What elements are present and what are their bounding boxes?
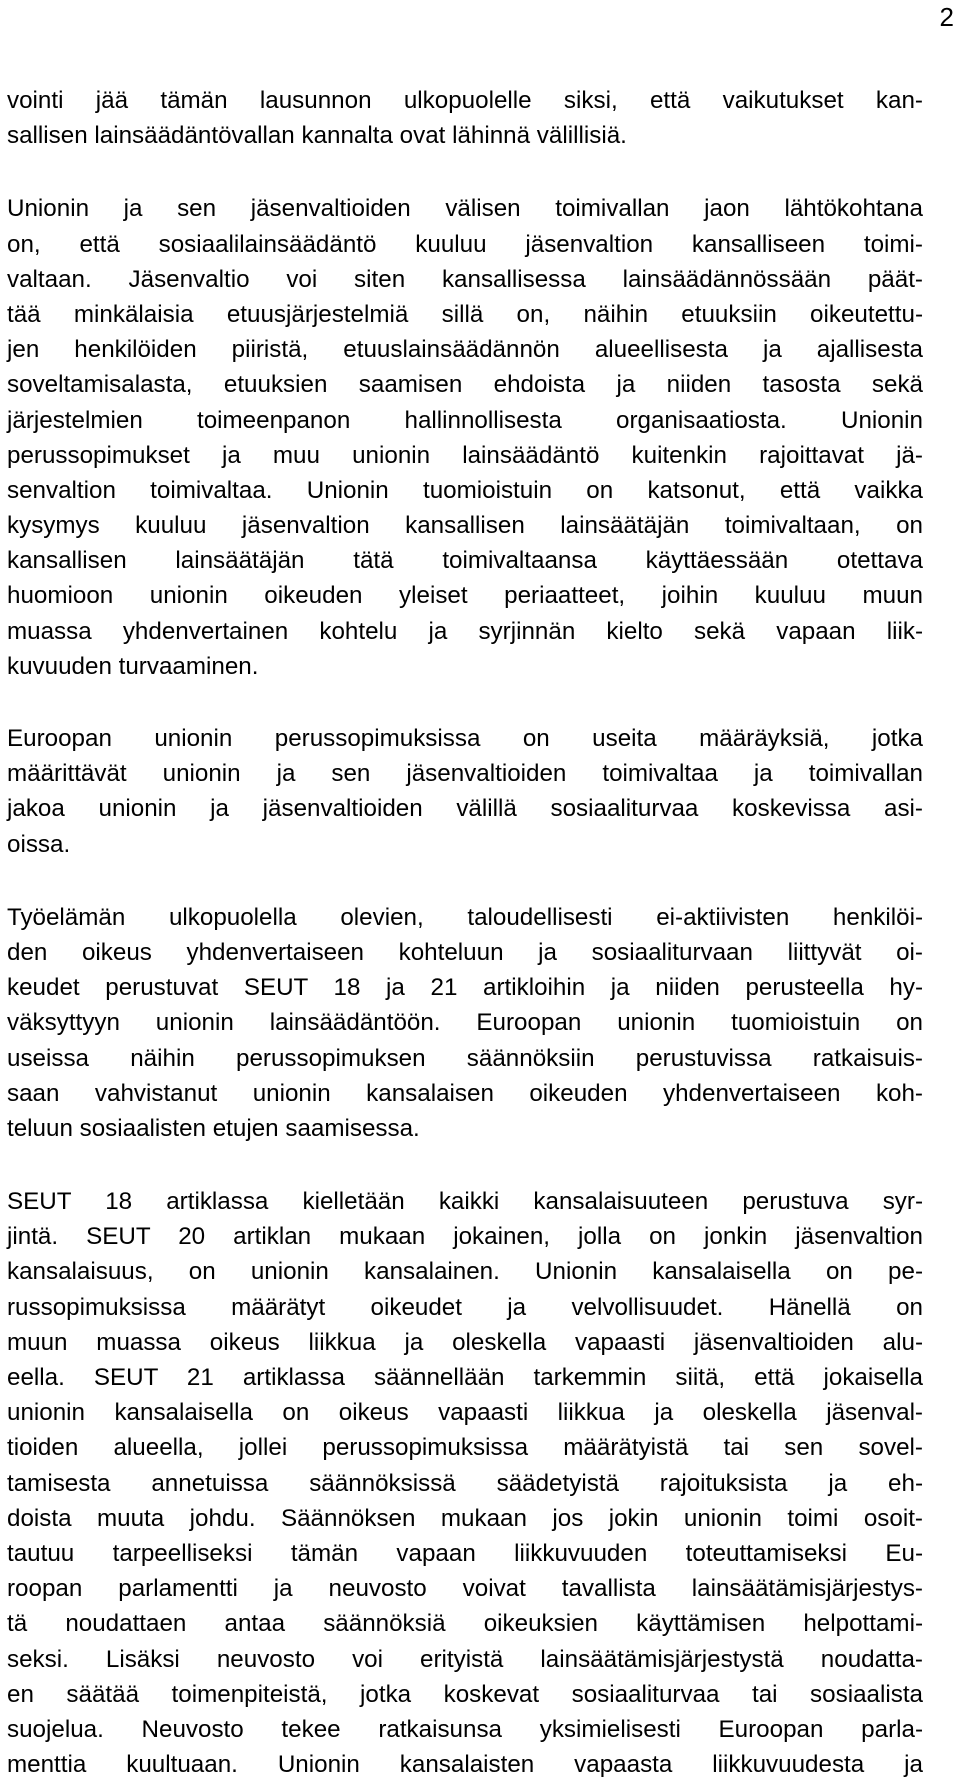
text-line: tioiden alueella, jollei perussopimuksissa määrätyistä tai sen sovel- bbox=[7, 1434, 923, 1462]
text-line: suojelua. Neuvosto tekee ratkaisunsa yksimielisesti Euroopan parla- bbox=[7, 1715, 923, 1743]
text-line: saan vahvistanut unionin kansalaisen oikeuden yhdenvertaiseen koh- bbox=[7, 1079, 923, 1107]
text-line: en säätää toimenpiteistä, jotka koskevat sosiaaliturvaa tai sosiaalista bbox=[7, 1680, 923, 1708]
text-line: doista muuta johdu. Säännöksen mukaan jos jokin unionin toimi osoit- bbox=[7, 1504, 923, 1532]
text-line: keudet perustuvat SEUT 18 ja 21 artikloihin ja niiden perusteella hy- bbox=[7, 974, 923, 1002]
text-line: jintä. SEUT 20 artiklan mukaan jokainen, jolla on jonkin jäsenvaltion bbox=[7, 1223, 923, 1251]
text-line: kansallisen lainsäätäjän tätä toimivaltaansa käyttäessään otettava bbox=[7, 547, 923, 575]
text-line: senvaltion toimivaltaa. Unionin tuomioistuin on katsonut, että vaikka bbox=[7, 476, 923, 504]
text-line: Unionin ja sen jäsenvaltioiden välisen toimivallan jaon lähtökohtana bbox=[7, 195, 923, 223]
text-line: roopan parlamentti ja neuvosto voivat tavallista lainsäätämisjärjestys- bbox=[7, 1575, 923, 1603]
text-line: oissa. bbox=[7, 830, 71, 858]
text-line: väksyttyyn unionin lainsäädäntöön. Euroopan unionin tuomioistuin on bbox=[7, 1009, 923, 1037]
text-line: unionin kansalaisella on oikeus vapaasti liikkua ja oleskella jäsenval- bbox=[7, 1399, 923, 1427]
text-line: Työelämän ulkopuolella olevien, taloudellisesti ei-aktiivisten henkilöi- bbox=[7, 903, 923, 931]
page-number: 2 bbox=[939, 2, 954, 32]
text-line: valtaan. Jäsenvaltio voi siten kansallisessa lainsäädännössään päät- bbox=[7, 265, 923, 293]
text-line: tä noudattaen antaa säännöksiä oikeuksien käyttämisen helpottami- bbox=[7, 1610, 923, 1638]
text-line: muassa yhdenvertainen kohtelu ja syrjinnän kielto sekä vapaan liik- bbox=[7, 617, 923, 645]
text-line: Euroopan unionin perussopimuksissa on useita määräyksiä, jotka bbox=[7, 725, 923, 752]
text-line: on, että sosiaalilainsäädäntö kuuluu jäsenvaltion kansalliseen toimi- bbox=[7, 230, 923, 258]
paragraph-3 bbox=[7, 721, 923, 862]
text-line: kysymys kuuluu jäsenvaltion kansallisen lainsäätäjän toimivaltaan, on bbox=[7, 512, 923, 540]
text-line: sallisen lainsäädäntövallan kannalta ovat lähinnä välillisiä. bbox=[7, 122, 627, 150]
text-line: russopimuksissa määrätyt oikeudet ja velvollisuudet. Hänellä on bbox=[7, 1293, 923, 1321]
text-line: määrittävät unionin ja sen jäsenvaltioiden toimivaltaa ja toimivallan bbox=[7, 760, 923, 788]
text-line: menttia kuultuaan. Unionin kansalaisten vapaasta liikkuvuudesta ja bbox=[7, 1751, 923, 1779]
text-line: järjestelmien toimeenpanon hallinnollisesta organisaatiosta. Unionin bbox=[7, 406, 923, 434]
text-line: tamisesta annetuissa säännöksissä säädetyistä rajoituksista ja eh- bbox=[7, 1469, 923, 1497]
text-line: perussopimukset ja muu unionin lainsäädäntö kuitenkin rajoittavat jä- bbox=[7, 441, 923, 469]
text-line: vointi jää tämän lausunnon ulkopuolelle siksi, että vaikutukset kan- bbox=[7, 87, 923, 114]
text-line: den oikeus yhdenvertaiseen kohteluun ja sosiaaliturvaan liittyvät oi- bbox=[7, 938, 923, 966]
text-line: huomioon unionin oikeuden yleiset periaatteet, joihin kuuluu muun bbox=[7, 582, 923, 610]
paragraph-2 bbox=[7, 191, 923, 684]
text-line: seksi. Lisäksi neuvosto voi erityistä lainsäätämisjärjestystä noudatta- bbox=[7, 1645, 923, 1673]
paragraph-5 bbox=[7, 1184, 923, 1782]
document-body bbox=[7, 83, 923, 1782]
text-line: tää minkälaisia etuusjärjestelmiä sillä on, näihin etuuksiin oikeutettu- bbox=[7, 300, 923, 328]
text-line: SEUT 18 artiklassa kielletään kaikki kansalaisuuteen perustuva syr- bbox=[7, 1188, 923, 1216]
text-line: muun muassa oikeus liikkua ja oleskella vapaasti jäsenvaltioiden alu- bbox=[7, 1328, 923, 1356]
text-line: jakoa unionin ja jäsenvaltioiden välillä sosiaaliturvaa koskevissa asi- bbox=[7, 795, 923, 823]
text-line: soveltamisalasta, etuuksien saamisen ehdoista ja niiden tasosta sekä bbox=[7, 371, 923, 399]
paragraph-4 bbox=[7, 900, 923, 1146]
paragraph-1 bbox=[7, 83, 923, 153]
text-line: tautuu tarpeelliseksi tämän vapaan liikkuvuuden toteuttamiseksi Eu- bbox=[7, 1539, 923, 1567]
text-line: teluun sosiaalisten etujen saamisessa. bbox=[7, 1114, 420, 1142]
text-line: jen henkilöiden piiristä, etuuslainsäädännön alueellisesta ja ajallisesta bbox=[7, 336, 923, 364]
text-line: kuvuuden turvaaminen. bbox=[7, 652, 259, 680]
text-line: kansalaisuus, on unionin kansalainen. Unionin kansalaisella on pe- bbox=[7, 1258, 923, 1286]
text-line: useissa näihin perussopimuksen säännöksiin perustuvissa ratkaisuis- bbox=[7, 1044, 923, 1072]
text-line: eella. SEUT 21 artiklassa säännellään tarkemmin siitä, että jokaisella bbox=[7, 1364, 923, 1391]
